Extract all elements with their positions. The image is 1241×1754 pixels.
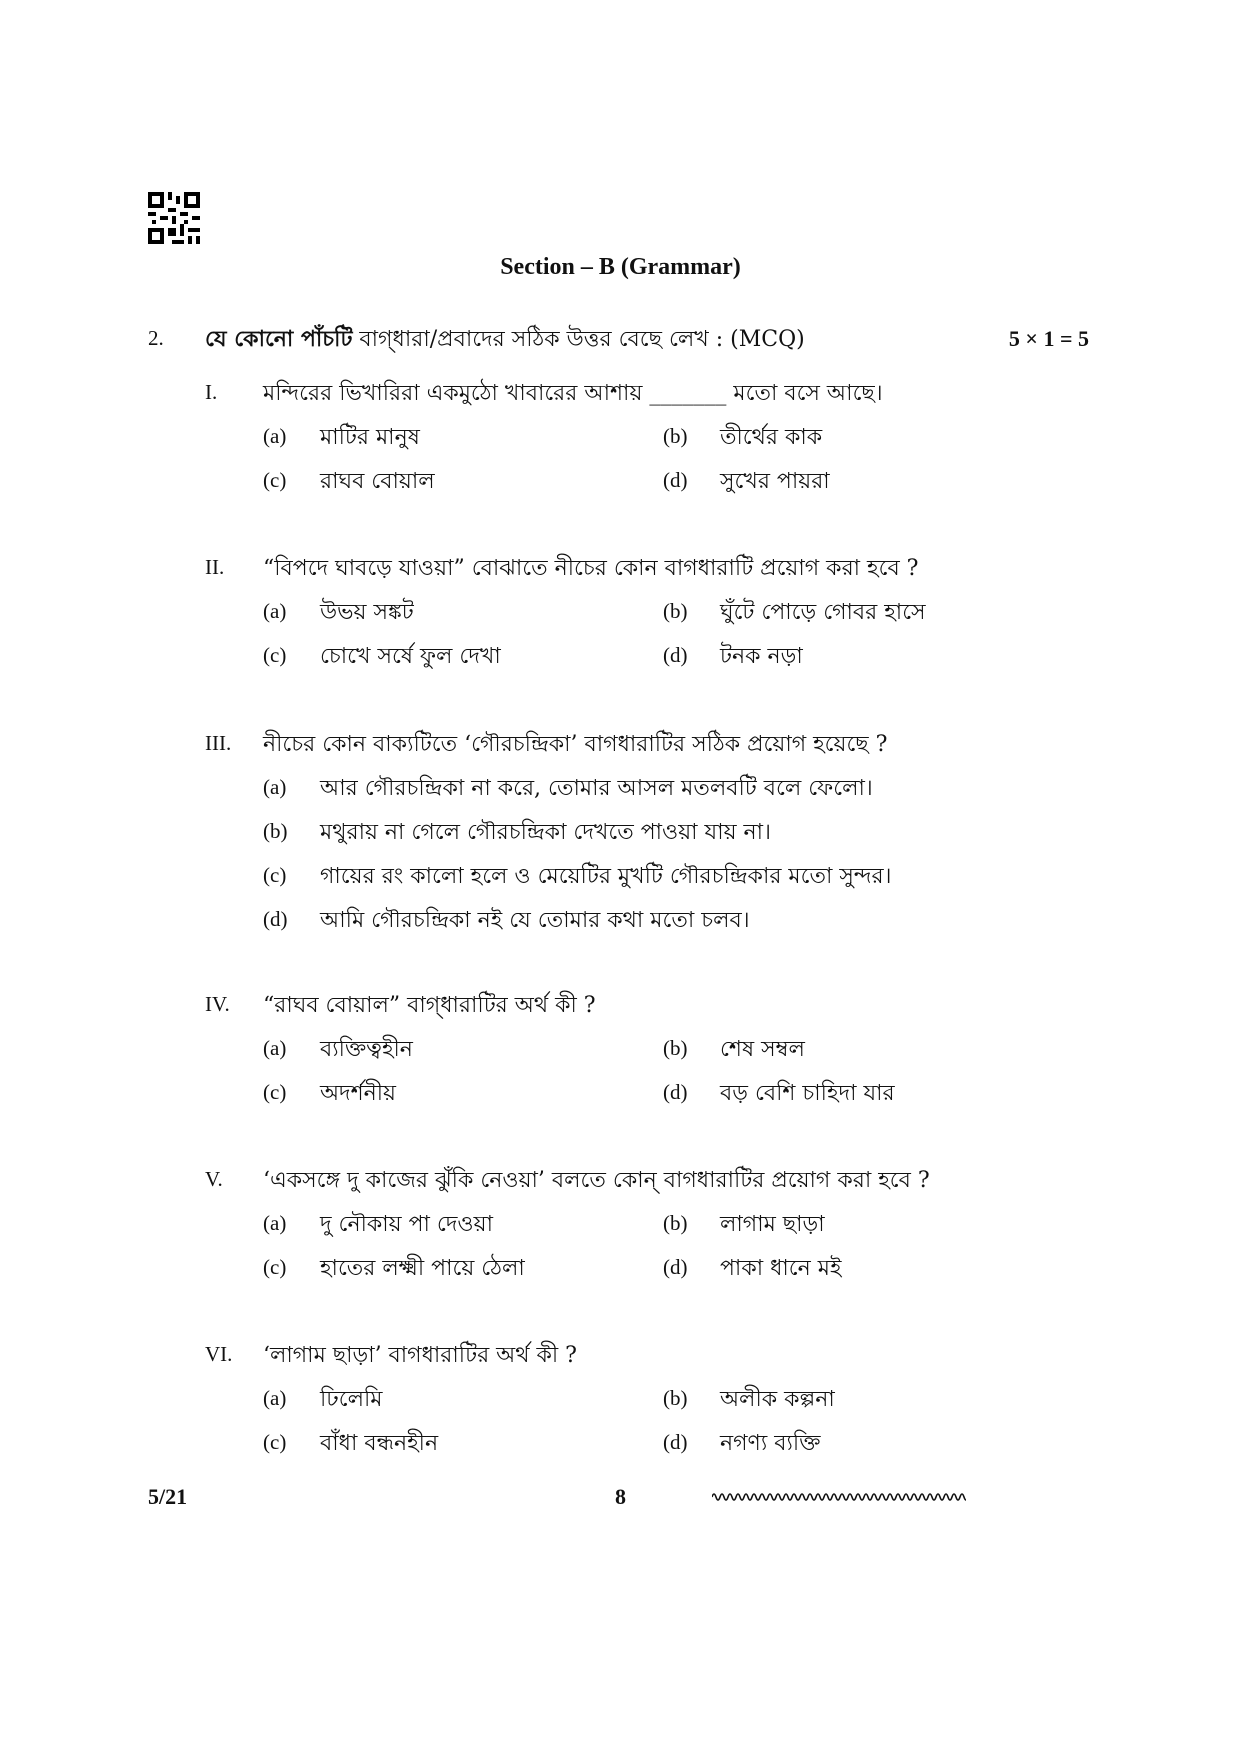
- option-label: (d): [663, 643, 688, 667]
- option-text: আর গৌরচন্দ্রিকা না করে, তোমার আসল মতলবটি বলে ফেলো।: [320, 776, 873, 801]
- option-label: (d): [663, 1430, 688, 1454]
- section-title: Section – B (Grammar): [500, 254, 741, 280]
- question-instruction: [205, 322, 805, 359]
- option-label: (b): [263, 819, 288, 843]
- item-stem: ‘একসঙ্গে দু কাজের ঝুঁকি নেওয়া’ বলতে কোন্ বাগধারাটির প্রয়োগ করা হবে ?: [263, 1168, 930, 1193]
- option-text: দু নৌকায় পা দেওয়া: [320, 1212, 493, 1237]
- item-roman-numeral: III.: [205, 731, 232, 755]
- option-text: বাঁধা বন্ধনহীন: [320, 1431, 439, 1456]
- page-number: 8: [615, 1484, 626, 1509]
- option-text: মাটির মানুষ: [320, 425, 420, 450]
- option-text: আমি গৌরচন্দ্রিকা নই যে তোমার কথা মতো চলব।: [320, 908, 750, 933]
- option-text: অদর্শনীয়: [320, 1081, 397, 1106]
- option-label: (a): [263, 1211, 287, 1235]
- option-label: (d): [663, 468, 688, 492]
- item-stem: নীচের কোন বাক্যটিতে ‘গৌরচন্দ্রিকা’ বাগধারাটির সঠিক প্রয়োগ হয়েছে ?: [263, 732, 888, 757]
- option-text: ঢিলেমি: [320, 1387, 383, 1412]
- marks-allocation: 5 × 1 = 5: [1008, 326, 1089, 351]
- option-text: রাঘব বোয়াল: [320, 469, 435, 494]
- option-label: (c): [263, 1430, 287, 1454]
- instruction-rest: বাগ্‌ধারা/প্রবাদের সঠিক উত্তর বেছে লেখ : (MCQ): [352, 327, 805, 352]
- option-label: (a): [263, 1036, 287, 1060]
- option-text: লাগাম ছাড়া: [720, 1212, 825, 1237]
- item-roman-numeral: II.: [205, 555, 225, 579]
- paper-code: 5/21: [148, 1484, 188, 1509]
- option-label: (c): [263, 863, 287, 887]
- option-text: ঘুঁটে পোড়ে গোবর হাসে: [720, 600, 926, 625]
- option-label: (b): [663, 1211, 688, 1235]
- option-text: টনক নড়া: [720, 644, 803, 669]
- option-label: (b): [663, 1036, 688, 1060]
- option-label: (d): [263, 907, 288, 931]
- option-text: শেষ সম্বল: [720, 1037, 805, 1062]
- option-text: নগণ্য ব্যক্তি: [720, 1431, 821, 1456]
- option-label: (a): [263, 424, 287, 448]
- item-roman-numeral: VI.: [205, 1342, 233, 1366]
- option-label: (d): [663, 1080, 688, 1104]
- option-label: (a): [263, 599, 287, 623]
- option-text: হাতের লক্ষ্মী পায়ে ঠেলা: [320, 1256, 525, 1281]
- item-roman-numeral: V.: [205, 1167, 223, 1191]
- option-text: ব্যক্তিত্বহীন: [320, 1037, 413, 1062]
- option-text: উভয় সঙ্কট: [320, 600, 414, 625]
- instruction-bold: যে কোনো পাঁচটি: [205, 326, 353, 352]
- option-label: (c): [263, 643, 287, 667]
- option-text: সুখের পায়রা: [720, 469, 830, 494]
- option-text: মথুরায় না গেলে গৌরচন্দ্রিকা দেখতে পাওয়া যায় না।: [320, 820, 771, 845]
- qr-code-icon: [148, 192, 200, 244]
- option-label: (b): [663, 599, 688, 623]
- item-stem: মন্দিরের ভিখারিরা একমুঠো খাবারের আশায় _______ মতো বসে আছে।: [263, 381, 883, 406]
- option-label: (a): [263, 1386, 287, 1410]
- question-number: 2.: [148, 326, 164, 350]
- option-text: বড় বেশি চাহিদা যার: [720, 1081, 895, 1106]
- option-text: অলীক কল্পনা: [720, 1387, 835, 1412]
- item-stem: ‘লাগাম ছাড়া’ বাগধারাটির অর্থ কী ?: [263, 1343, 577, 1368]
- option-text: চোখে সর্ষে ফুল দেখা: [320, 644, 501, 669]
- option-label: (c): [263, 1255, 287, 1279]
- item-stem: “বিপদে ঘাবড়ে যাওয়া” বোঝাতে নীচের কোন বাগধারাটি প্রয়োগ করা হবে ?: [263, 556, 919, 581]
- item-stem: “রাঘব বোয়াল” বাগ্‌ধারাটির অর্থ কী ?: [263, 993, 596, 1018]
- option-label: (d): [663, 1255, 688, 1279]
- option-text: পাকা ধানে মই: [720, 1256, 842, 1281]
- option-label: (c): [263, 1080, 287, 1104]
- item-roman-numeral: I.: [205, 380, 218, 404]
- option-text: তীর্থের কাক: [720, 425, 823, 450]
- option-label: (b): [663, 424, 688, 448]
- option-label: (b): [663, 1386, 688, 1410]
- option-text: গায়ের রং কালো হলে ও মেয়েটির মুখটি গৌরচন্দ্রিকার মতো সুন্দর।: [320, 864, 892, 889]
- squiggle-line: [712, 1490, 966, 1504]
- item-roman-numeral: IV.: [205, 992, 230, 1016]
- option-label: (c): [263, 468, 287, 492]
- option-label: (a): [263, 775, 287, 799]
